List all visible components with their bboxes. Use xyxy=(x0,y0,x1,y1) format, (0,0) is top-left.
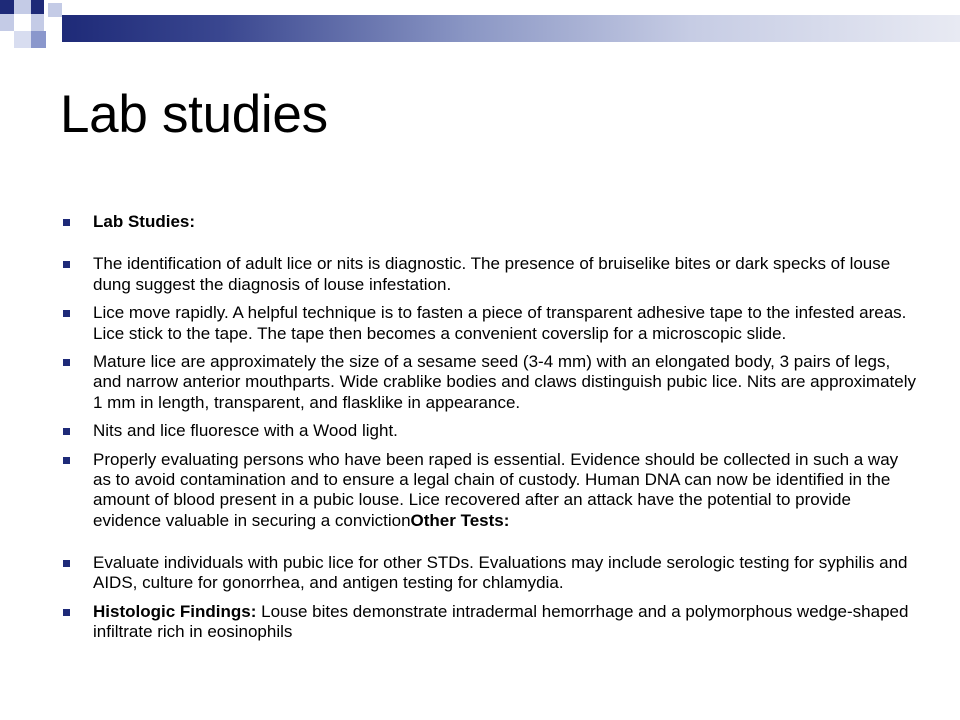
bullet-item xyxy=(60,352,920,413)
square-bullet-icon xyxy=(63,457,70,464)
bullet-text: The identification of adult lice or nits is diagnostic. The presence of bruiselike bites or dark specks of louse dung suggest the diagnosis of louse infestation. xyxy=(93,254,891,294)
bullet-heading: Histologic Findings: xyxy=(93,601,257,621)
slide-title: Lab studies xyxy=(60,85,328,144)
decor-square xyxy=(0,0,14,14)
bullet-text: Lice move rapidly. A helpful technique is to fasten a piece of transparent adhesive tape to the infested areas. Lice stick to the tape. The tape then becomes a convenient coverslip for a microscopic slide. xyxy=(93,303,907,343)
bullet-text: Mature lice are approximately the size of a sesame seed (3-4 mm) with an elongated body, 3 pairs of legs, and narrow anterior mouthparts. Wide crablike bodies and claws distinguish pubic lice. Nits are approximately 1 mm in length, transparent, and flasklike in appearance. xyxy=(93,351,917,412)
header-gradient-bar xyxy=(62,15,960,42)
decor-square xyxy=(14,0,31,14)
decor-square xyxy=(48,3,62,17)
square-bullet-icon xyxy=(63,609,70,616)
bullet-bold-tail: Other Tests: xyxy=(410,510,510,530)
bullet-item xyxy=(60,254,920,295)
decor-square xyxy=(31,14,44,31)
square-bullet-icon xyxy=(63,560,70,567)
bullet-text: Evaluate individuals with pubic lice for other STDs. Evaluations may include serologic testing for syphilis and AIDS, culture for gonorrhea, and antigen testing for chlamydia. xyxy=(93,553,908,593)
square-bullet-icon xyxy=(63,310,70,317)
decor-square xyxy=(14,31,31,48)
bullet-text: Properly evaluating persons who have been raped is essential. Evidence should be collected in such a way as to avoid contamination and to ensure a legal chain of custody. Human DNA can now be identified in the amount of blood present in a pubic louse. Lice recovered after an attack have the potential to provide evidence valuable in securing a conviction xyxy=(93,449,899,530)
bullet-item xyxy=(60,212,920,232)
bullet-list xyxy=(60,212,920,651)
square-bullet-icon xyxy=(63,219,70,226)
bullet-heading: Lab Studies: xyxy=(93,212,196,231)
decor-square xyxy=(31,31,46,48)
square-bullet-icon xyxy=(63,261,70,268)
square-bullet-icon xyxy=(63,359,70,366)
square-bullet-icon xyxy=(63,428,70,435)
bullet-item xyxy=(60,553,920,594)
decor-square xyxy=(0,14,14,31)
bullet-text: Louse bites demonstrate intradermal hemorrhage and a polymorphous wedge-shaped infiltrate rich in eosinophils xyxy=(93,601,909,642)
bullet-item xyxy=(60,450,920,532)
decor-square xyxy=(31,0,44,14)
bullet-item xyxy=(60,602,920,643)
bullet-item xyxy=(60,421,920,441)
decor-square xyxy=(14,14,31,31)
bullet-text: Nits and lice fluoresce with a Wood light. xyxy=(93,421,398,441)
bullet-item xyxy=(60,303,920,344)
